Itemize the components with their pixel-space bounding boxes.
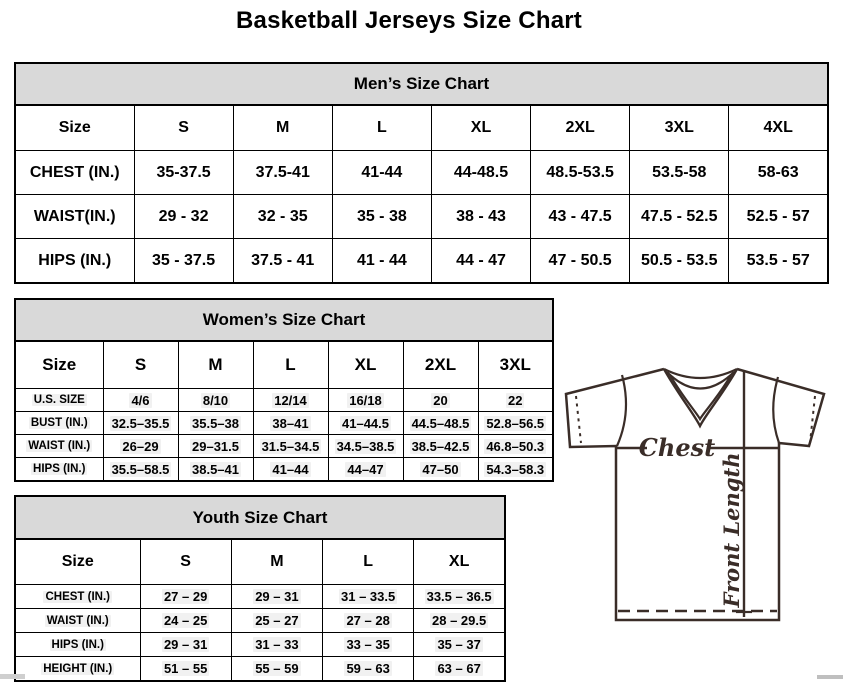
value-cell: 29 – 31	[140, 633, 231, 657]
value-cell: 35 - 38	[332, 195, 431, 239]
value-cell: 63 – 67	[414, 657, 505, 682]
value-cell: 47.5 - 52.5	[630, 195, 729, 239]
value-cell: 53.5 - 57	[729, 239, 828, 284]
value-cell: 41–44.5	[328, 412, 403, 435]
womens-col-header: M	[178, 341, 253, 389]
value-cell: 41-44	[332, 151, 431, 195]
row-label	[15, 633, 140, 657]
row-label-text: HIPS (IN.)	[33, 463, 86, 475]
table-row	[15, 239, 828, 284]
row-label	[15, 412, 103, 435]
value-cell: 44–47	[328, 458, 403, 482]
youth-col-header: XL	[414, 539, 505, 585]
value-cell: 33.5 – 36.5	[414, 585, 505, 609]
row-label-text: WAIST (IN.)	[46, 614, 109, 627]
mens-col-header: 3XL	[630, 105, 729, 151]
value-cell: 55 – 59	[231, 657, 322, 682]
womens-col-header: S	[103, 341, 178, 389]
row-label: HIPS (IN.)	[15, 239, 134, 284]
table-row	[15, 412, 553, 435]
youth-chart-title: Youth Size Chart	[15, 496, 505, 539]
value-cell: 37.5-41	[233, 151, 332, 195]
value-cell: 44.5–48.5	[403, 412, 478, 435]
jersey-outline	[566, 369, 824, 620]
mens-col-header: Size	[15, 105, 134, 151]
value-cell: 38.5–42.5	[403, 435, 478, 458]
value-cell: 34.5–38.5	[328, 435, 403, 458]
womens-chart-title: Women’s Size Chart	[15, 299, 553, 341]
value-cell: 28 – 29.5	[414, 609, 505, 633]
value-cell: 35.5–38	[178, 412, 253, 435]
jersey-right-seam	[773, 377, 779, 443]
value-cell: 25 – 27	[231, 609, 322, 633]
value-cell: 33 – 35	[323, 633, 414, 657]
value-cell: 35-37.5	[134, 151, 233, 195]
row-label-text: BUST (IN.)	[30, 417, 88, 429]
jersey-left-cuff-dash	[576, 396, 581, 443]
womens-col-header: Size	[15, 341, 103, 389]
row-label-text: HIPS (IN.)	[51, 638, 104, 651]
value-cell: 32 - 35	[233, 195, 332, 239]
row-label-text: HEIGHT (IN.)	[43, 662, 113, 675]
value-cell: 27 – 29	[140, 585, 231, 609]
row-label	[15, 389, 103, 412]
row-label	[15, 657, 140, 682]
value-cell: 58-63	[729, 151, 828, 195]
value-cell: 12/14	[253, 389, 328, 412]
row-label-text: WAIST (IN.)	[28, 440, 91, 452]
value-cell: 53.5-58	[630, 151, 729, 195]
row-label	[15, 609, 140, 633]
table-row	[15, 609, 505, 633]
chest-label: Chest	[638, 433, 716, 462]
front-length-label: Front Length	[719, 452, 744, 608]
youth-col-header: Size	[15, 539, 140, 585]
value-cell: 52.8–56.5	[478, 412, 553, 435]
row-label-text: U.S. SIZE	[33, 394, 85, 406]
womens-col-header: L	[253, 341, 328, 389]
youth-col-header: L	[323, 539, 414, 585]
table-row	[15, 151, 828, 195]
mens-size-chart-table	[14, 62, 829, 284]
table-row	[15, 389, 553, 412]
mens-col-header: S	[134, 105, 233, 151]
mens-col-header: XL	[431, 105, 530, 151]
value-cell: 47–50	[403, 458, 478, 482]
mens-col-header: 2XL	[531, 105, 630, 151]
row-label-text: CHEST (IN.)	[45, 590, 111, 603]
value-cell: 52.5 - 57	[729, 195, 828, 239]
horizontal-scrollbar-fragment-left[interactable]	[0, 674, 25, 679]
value-cell: 38 - 43	[431, 195, 530, 239]
value-cell: 20	[403, 389, 478, 412]
value-cell: 35.5–58.5	[103, 458, 178, 482]
value-cell: 48.5-53.5	[531, 151, 630, 195]
value-cell: 50.5 - 53.5	[630, 239, 729, 284]
value-cell: 35 – 37	[414, 633, 505, 657]
value-cell: 44 - 47	[431, 239, 530, 284]
value-cell: 38.5–41	[178, 458, 253, 482]
womens-col-header: XL	[328, 341, 403, 389]
value-cell: 47 - 50.5	[531, 239, 630, 284]
mens-chart-title: Men’s Size Chart	[15, 63, 828, 105]
value-cell: 29–31.5	[178, 435, 253, 458]
table-row	[15, 633, 505, 657]
value-cell: 46.8–50.3	[478, 435, 553, 458]
youth-col-header: M	[231, 539, 322, 585]
mens-col-header: 4XL	[729, 105, 828, 151]
page-title: Basketball Jerseys Size Chart	[236, 7, 582, 34]
value-cell: 41 - 44	[332, 239, 431, 284]
value-cell: 31 – 33	[231, 633, 322, 657]
value-cell: 51 – 55	[140, 657, 231, 682]
value-cell: 37.5 - 41	[233, 239, 332, 284]
value-cell: 26–29	[103, 435, 178, 458]
value-cell: 31.5–34.5	[253, 435, 328, 458]
value-cell: 38–41	[253, 412, 328, 435]
jersey-measurement-diagram	[556, 362, 834, 628]
value-cell: 4/6	[103, 389, 178, 412]
youth-size-chart-table	[14, 495, 506, 682]
womens-col-header: 3XL	[478, 341, 553, 389]
row-label	[15, 585, 140, 609]
table-row	[15, 458, 553, 482]
table-row	[15, 195, 828, 239]
jersey-left-seam	[617, 375, 626, 446]
row-label	[15, 435, 103, 458]
value-cell: 35 - 37.5	[134, 239, 233, 284]
youth-col-header: S	[140, 539, 231, 585]
row-label: WAIST(IN.)	[15, 195, 134, 239]
table-row	[15, 657, 505, 682]
womens-size-chart-table	[14, 298, 554, 482]
womens-col-header: 2XL	[403, 341, 478, 389]
mens-col-header: L	[332, 105, 431, 151]
value-cell: 16/18	[328, 389, 403, 412]
horizontal-scrollbar-fragment-right[interactable]	[817, 675, 843, 679]
row-label	[15, 458, 103, 482]
row-label: CHEST (IN.)	[15, 151, 134, 195]
value-cell: 24 – 25	[140, 609, 231, 633]
value-cell: 54.3–58.3	[478, 458, 553, 482]
table-row	[15, 435, 553, 458]
value-cell: 41–44	[253, 458, 328, 482]
value-cell: 29 - 32	[134, 195, 233, 239]
value-cell: 31 – 33.5	[323, 585, 414, 609]
value-cell: 59 – 63	[323, 657, 414, 682]
value-cell: 8/10	[178, 389, 253, 412]
value-cell: 32.5–35.5	[103, 412, 178, 435]
table-row	[15, 585, 505, 609]
value-cell: 29 – 31	[231, 585, 322, 609]
value-cell: 22	[478, 389, 553, 412]
value-cell: 44-48.5	[431, 151, 530, 195]
jersey-collar	[664, 369, 737, 378]
value-cell: 27 – 28	[323, 609, 414, 633]
value-cell: 43 - 47.5	[531, 195, 630, 239]
mens-col-header: M	[233, 105, 332, 151]
